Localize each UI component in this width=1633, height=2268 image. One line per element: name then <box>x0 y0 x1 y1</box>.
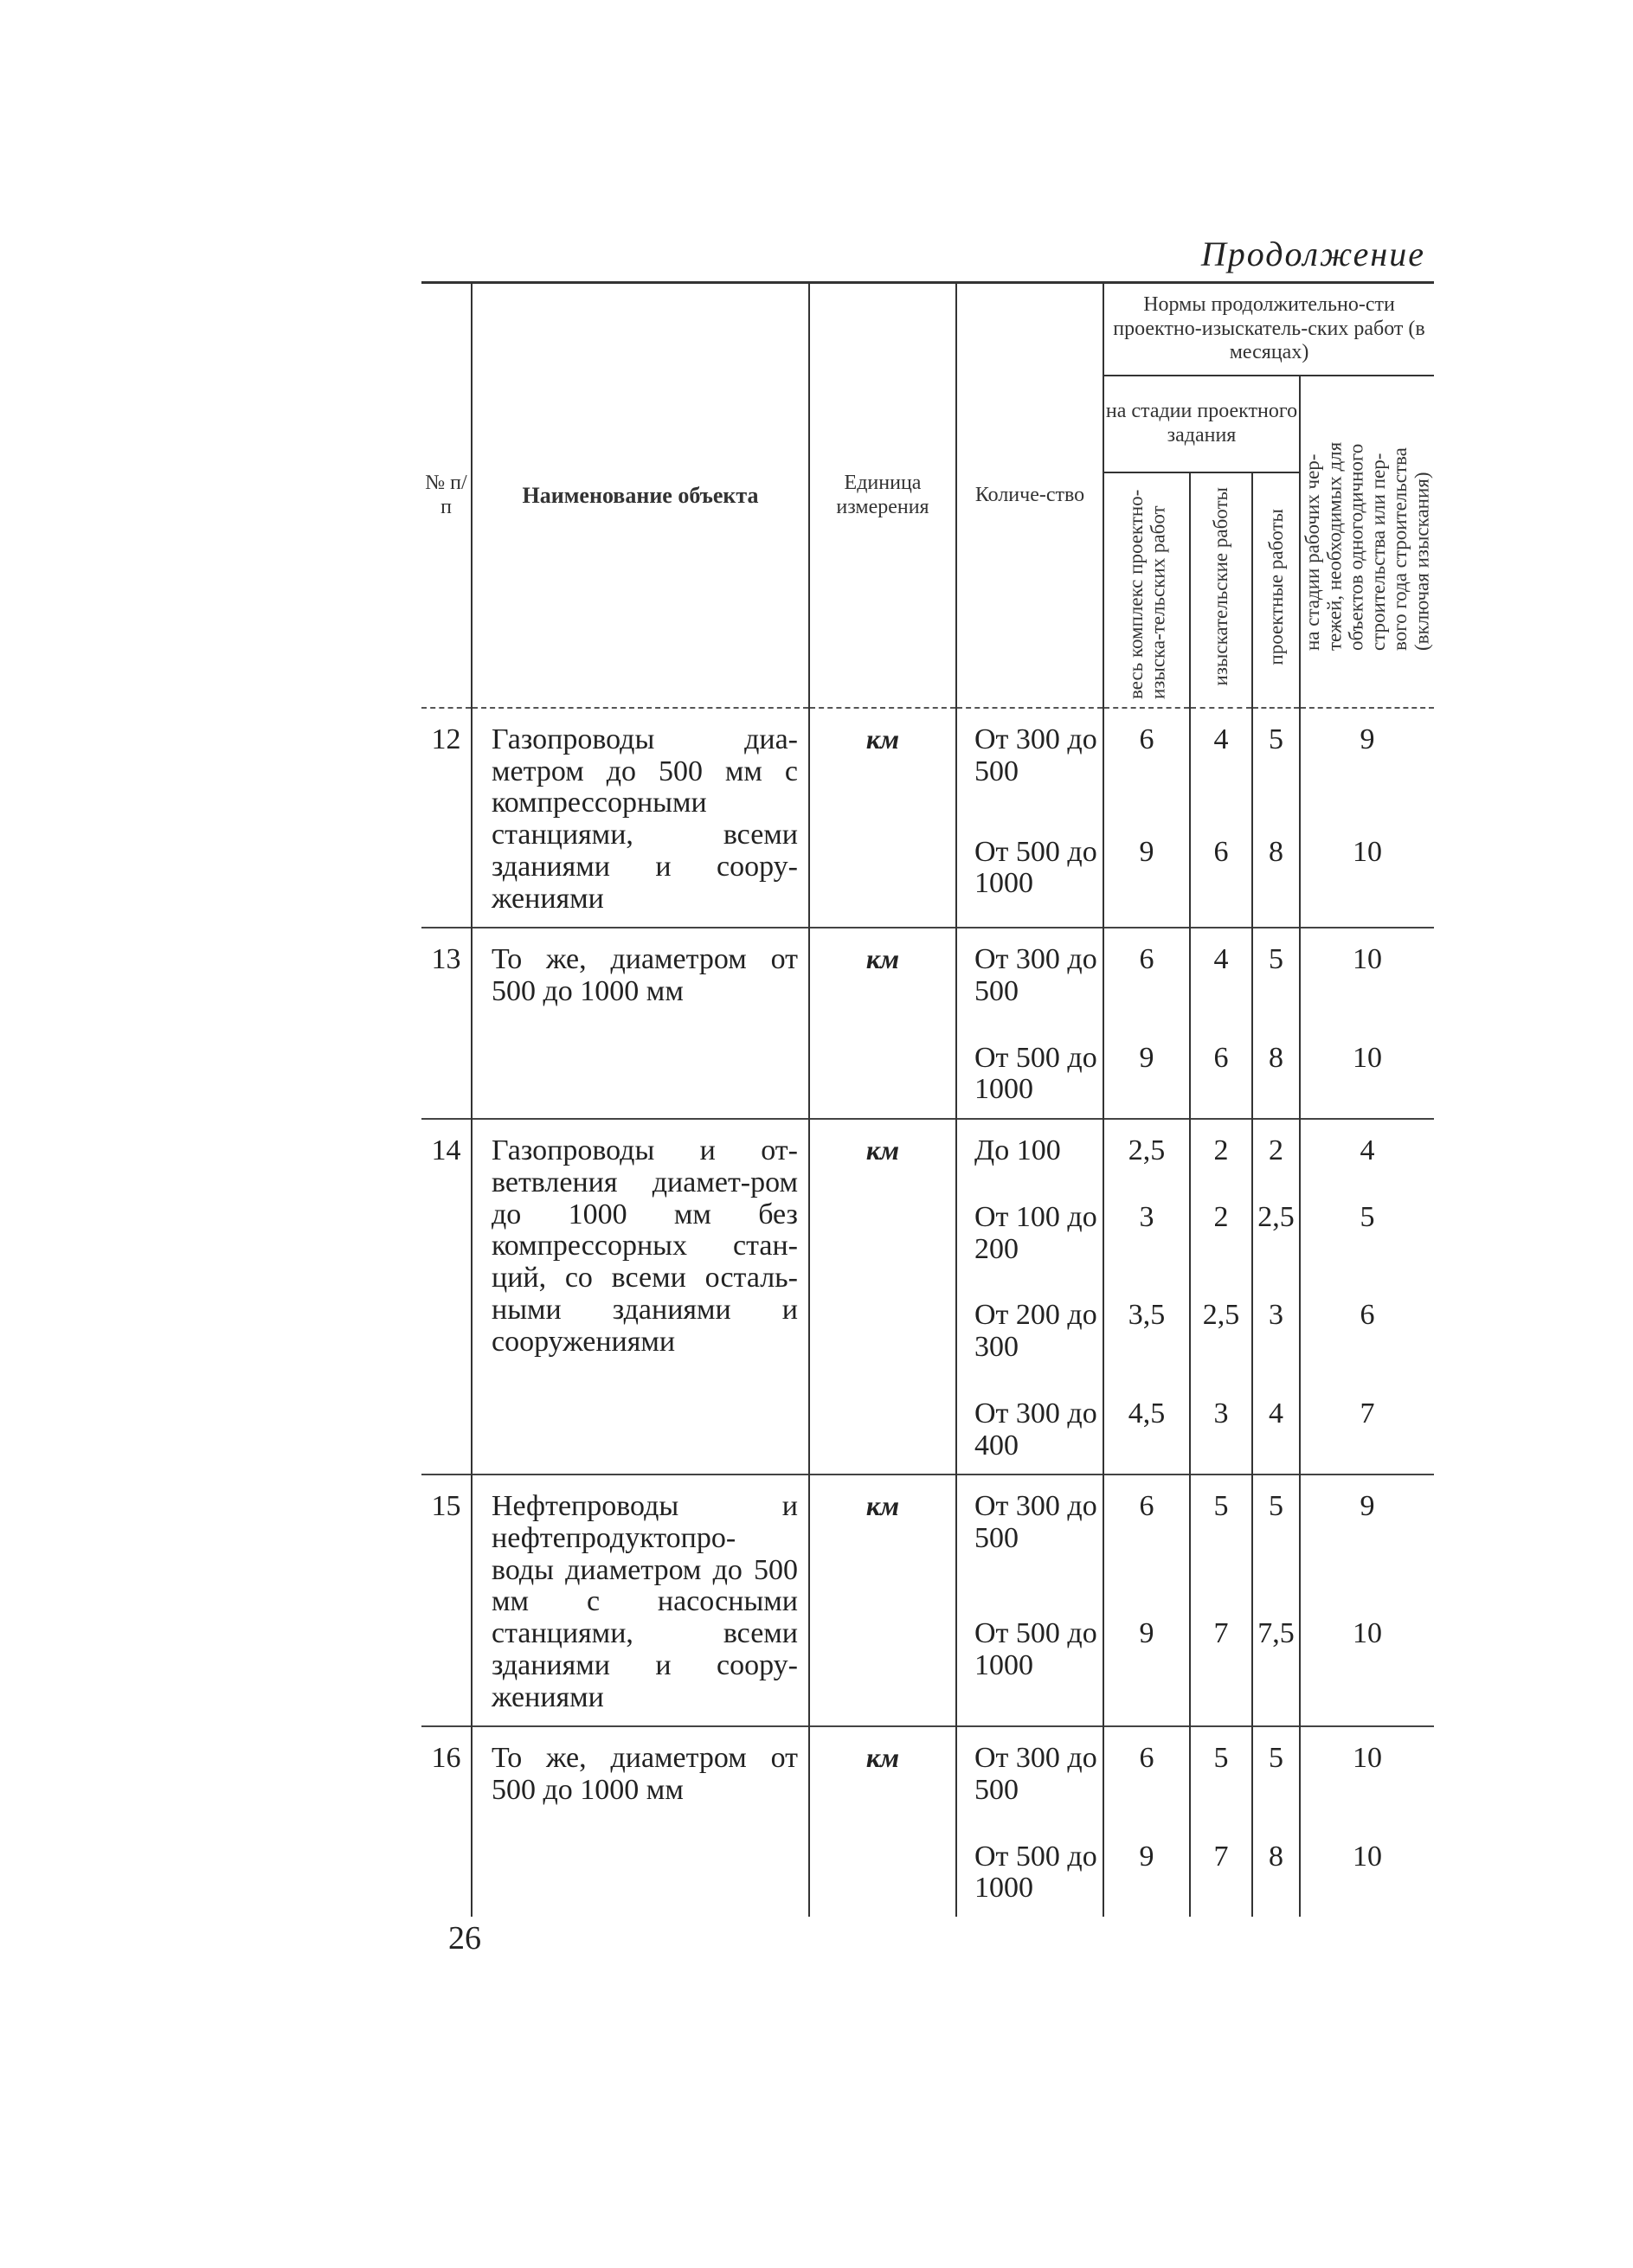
quantity: От 500 до 1000 <box>956 814 1103 928</box>
survey-value: 6 <box>1190 814 1252 928</box>
survey-value: 5 <box>1190 1726 1252 1818</box>
working-value: 10 <box>1300 814 1434 928</box>
design-value: 5 <box>1252 928 1300 1019</box>
design-value: 2 <box>1252 1119 1300 1179</box>
working-value: 10 <box>1300 1819 1434 1917</box>
header-name: Наименование объекта <box>472 283 809 709</box>
design-value: 8 <box>1252 814 1300 928</box>
quantity: От 500 до 1000 <box>956 1819 1103 1917</box>
design-value: 5 <box>1252 1726 1300 1818</box>
full-complex-value: 6 <box>1103 1475 1190 1596</box>
design-value: 8 <box>1252 1020 1300 1119</box>
quantity: От 200 до 300 <box>956 1277 1103 1375</box>
working-value: 10 <box>1300 1726 1434 1818</box>
working-value: 4 <box>1300 1119 1434 1179</box>
quantity: От 300 до 500 <box>956 928 1103 1019</box>
object-name: Газопроводы и от-ветвления диамет-ром до 1000 мм без компрессорных стан-ций, со всеми осталь-ными зданиями и сооружениями <box>472 1119 809 1475</box>
continuation-label: Продолжение <box>1200 235 1425 273</box>
row-number: 16 <box>421 1726 472 1917</box>
header-survey: изыскательские работы <box>1210 487 1232 686</box>
full-complex-value: 2,5 <box>1103 1119 1190 1179</box>
header-stage-task: на стадии проектного задания <box>1103 376 1300 472</box>
quantity: От 300 до 500 <box>956 1475 1103 1596</box>
norms-table <box>421 281 1434 1917</box>
header-full-cell <box>1103 472 1190 708</box>
full-complex-value: 3,5 <box>1103 1277 1190 1375</box>
header-design: проектные работы <box>1264 508 1287 665</box>
row-number: 15 <box>421 1475 472 1726</box>
row-number: 14 <box>421 1119 472 1475</box>
survey-value: 3 <box>1190 1376 1252 1475</box>
quantity: От 300 до 500 <box>956 1726 1103 1818</box>
full-complex-value: 6 <box>1103 928 1190 1019</box>
survey-value: 7 <box>1190 1819 1252 1917</box>
full-complex-value: 9 <box>1103 1596 1190 1726</box>
header-design-cell <box>1252 472 1300 708</box>
header-working-cell <box>1300 376 1434 708</box>
unit: км <box>809 928 956 1119</box>
object-name: То же, диаметром от 500 до 1000 мм <box>472 928 809 1119</box>
full-complex-value: 3 <box>1103 1179 1190 1277</box>
working-value: 9 <box>1300 1475 1434 1596</box>
design-value: 3 <box>1252 1277 1300 1375</box>
unit: км <box>809 708 956 928</box>
header-no: № п/п <box>421 283 472 709</box>
quantity: От 100 до 200 <box>956 1179 1103 1277</box>
working-value: 10 <box>1300 1596 1434 1726</box>
table-row <box>421 928 1434 1019</box>
full-complex-value: 6 <box>1103 708 1190 814</box>
full-complex-value: 9 <box>1103 1819 1190 1917</box>
header-full: весь комплекс проектно-изыска-тельских работ <box>1124 489 1168 700</box>
header-working: на стадии рабочих чер-тежей, необходимых для объектов одногодичного строительства или пер-вого года строительства (включая изыскания) <box>1302 442 1433 652</box>
working-value: 10 <box>1300 1020 1434 1119</box>
working-value: 9 <box>1300 708 1434 814</box>
working-value: 5 <box>1300 1179 1434 1277</box>
page-number: 26 <box>448 1920 481 1956</box>
working-value: 7 <box>1300 1376 1434 1475</box>
design-value: 7,5 <box>1252 1596 1300 1726</box>
design-value: 4 <box>1252 1376 1300 1475</box>
unit: км <box>809 1119 956 1475</box>
header-qty: Количе-ство <box>956 283 1103 709</box>
quantity: От 500 до 1000 <box>956 1596 1103 1726</box>
survey-value: 2,5 <box>1190 1277 1252 1375</box>
table-body <box>421 708 1434 1917</box>
working-value: 6 <box>1300 1277 1434 1375</box>
object-name: То же, диаметром от 500 до 1000 мм <box>472 1726 809 1917</box>
table-row <box>421 1475 1434 1596</box>
design-value: 5 <box>1252 1475 1300 1596</box>
quantity: От 300 до 500 <box>956 708 1103 814</box>
design-value: 2,5 <box>1252 1179 1300 1277</box>
table-row <box>421 708 1434 814</box>
full-complex-value: 9 <box>1103 814 1190 928</box>
full-complex-value: 4,5 <box>1103 1376 1190 1475</box>
header-norms-group: Нормы продолжительно-сти проектно-изыскатель-ских работ (в месяцах) <box>1103 283 1434 376</box>
quantity: От 300 до 400 <box>956 1376 1103 1475</box>
full-complex-value: 9 <box>1103 1020 1190 1119</box>
survey-value: 4 <box>1190 708 1252 814</box>
object-name: Нефтепроводы и нефтепродуктопро-воды диаметром до 500 мм с насосными станциями, всеми зданиями и соору-жениями <box>472 1475 809 1726</box>
survey-value: 2 <box>1190 1179 1252 1277</box>
row-number: 12 <box>421 708 472 928</box>
survey-value: 2 <box>1190 1119 1252 1179</box>
header-unit: Единица измерения <box>809 283 956 709</box>
quantity: До 100 <box>956 1119 1103 1179</box>
unit: км <box>809 1475 956 1726</box>
survey-value: 4 <box>1190 928 1252 1019</box>
object-name: Газопроводы диа-метром до 500 мм с компрессорными станциями, всеми зданиями и соору-жениями <box>472 708 809 928</box>
design-value: 8 <box>1252 1819 1300 1917</box>
survey-value: 7 <box>1190 1596 1252 1726</box>
survey-value: 5 <box>1190 1475 1252 1596</box>
table-row <box>421 1726 1434 1818</box>
design-value: 5 <box>1252 708 1300 814</box>
table-header <box>421 283 1434 709</box>
quantity: От 500 до 1000 <box>956 1020 1103 1119</box>
table-row <box>421 1119 1434 1179</box>
working-value: 10 <box>1300 928 1434 1019</box>
survey-value: 6 <box>1190 1020 1252 1119</box>
unit: км <box>809 1726 956 1917</box>
row-number: 13 <box>421 928 472 1119</box>
header-survey-cell <box>1190 472 1252 708</box>
full-complex-value: 6 <box>1103 1726 1190 1818</box>
